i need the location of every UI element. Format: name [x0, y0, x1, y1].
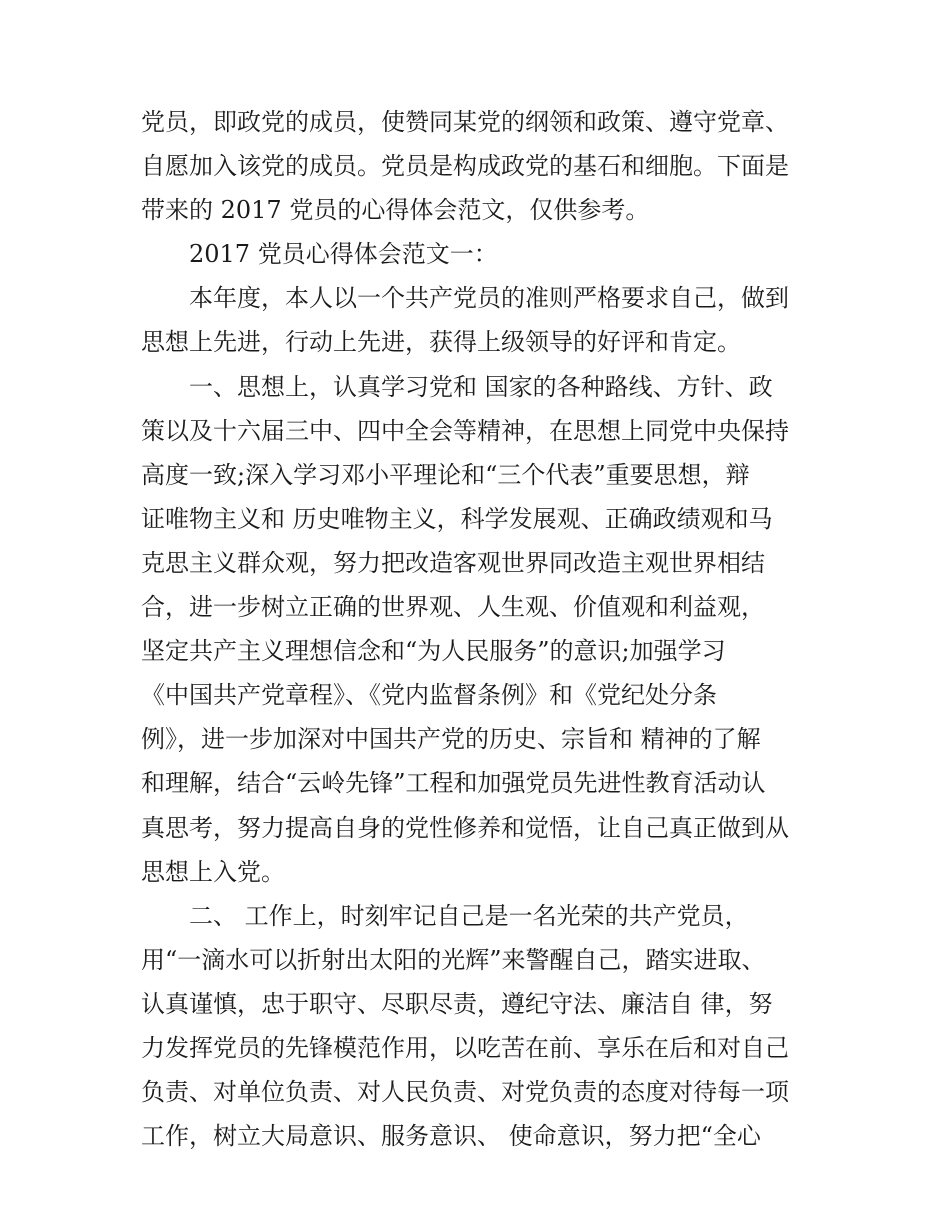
text-line: 证唯物主义和 历史唯物主义，科学发展观、正确政绩观和马 — [141, 504, 773, 533]
text-line: 合，进一步树立正确的世界观、人生观、价值观和利益观， — [141, 593, 765, 622]
text-line: 工作，树立大局意识、服务意识、 使命意识，努力把“全心 — [141, 1122, 761, 1151]
text-line: 二、 工作上，时刻牢记自己是一名光荣的共产党员， — [189, 901, 749, 930]
text-line: 策以及十六届三中、四中全会等精神，在思想上同党中央保持 — [141, 416, 789, 445]
text-line: 党员，即政党的成员，使赞同某党的纲领和政策、遵守党章、 — [141, 108, 789, 136]
text-line: 思想上先进，行动上先进，获得上级领导的好评和肯定。 — [141, 328, 741, 357]
text-line: 用“一滴水可以折射出太阳的光辉”来警醒自己，踏实进取、 — [141, 945, 766, 974]
text-line: 负责、对单位负责、对人民负责、对党负责的态度对待每一项 — [141, 1078, 789, 1107]
text-line: 克思主义群众观，努力把改造客观世界同改造主观世界相结 — [141, 548, 765, 577]
text-line: 本年度，本人以一个共产党员的准则严格要求自己，做到 — [189, 284, 789, 313]
text-line: 认真谨慎，忠于职守、尽职尽责，遵纪守法、廉洁自 律，努 — [141, 989, 773, 1018]
text-line: 坚定共产主义理想信念和“为人民服务”的意识;加强学习 — [141, 637, 726, 666]
text-line: 《中国共产党章程》、《党内监督条例》和《党纪处分条 — [141, 681, 717, 710]
document-body — [141, 100, 841, 1158]
text-line: 和理解，结合“云岭先锋”工程和加强党员先进性教育活动认 — [141, 769, 766, 798]
text-line: 自愿加入该党的成员。党员是构成政党的基石和细胞。下面是 — [141, 152, 789, 181]
text-line: 例》，进一步加深对中国共产党的历史、宗旨和 精神的了解 — [141, 725, 761, 754]
text-line: 一、思想上，认真学习党和 国家的各种路线、方针、政 — [189, 372, 773, 401]
text-line: 带来的 2017 党员的心得体会范文，仅供参考。 — [141, 196, 650, 225]
text-line: 真思考，努力提高自身的党性修养和觉悟，让自己真正做到从 — [141, 813, 789, 842]
text-line: 高度一致;深入学习邓小平理论和“三个代表”重要思想，辩 — [141, 460, 750, 489]
text-line: 2017 党员心得体会范文一： — [189, 240, 498, 269]
text-line: 力发挥党员的先锋模范作用，以吃苦在前、享乐在后和对自己 — [141, 1033, 789, 1062]
text-line: 思想上入党。 — [141, 857, 285, 886]
